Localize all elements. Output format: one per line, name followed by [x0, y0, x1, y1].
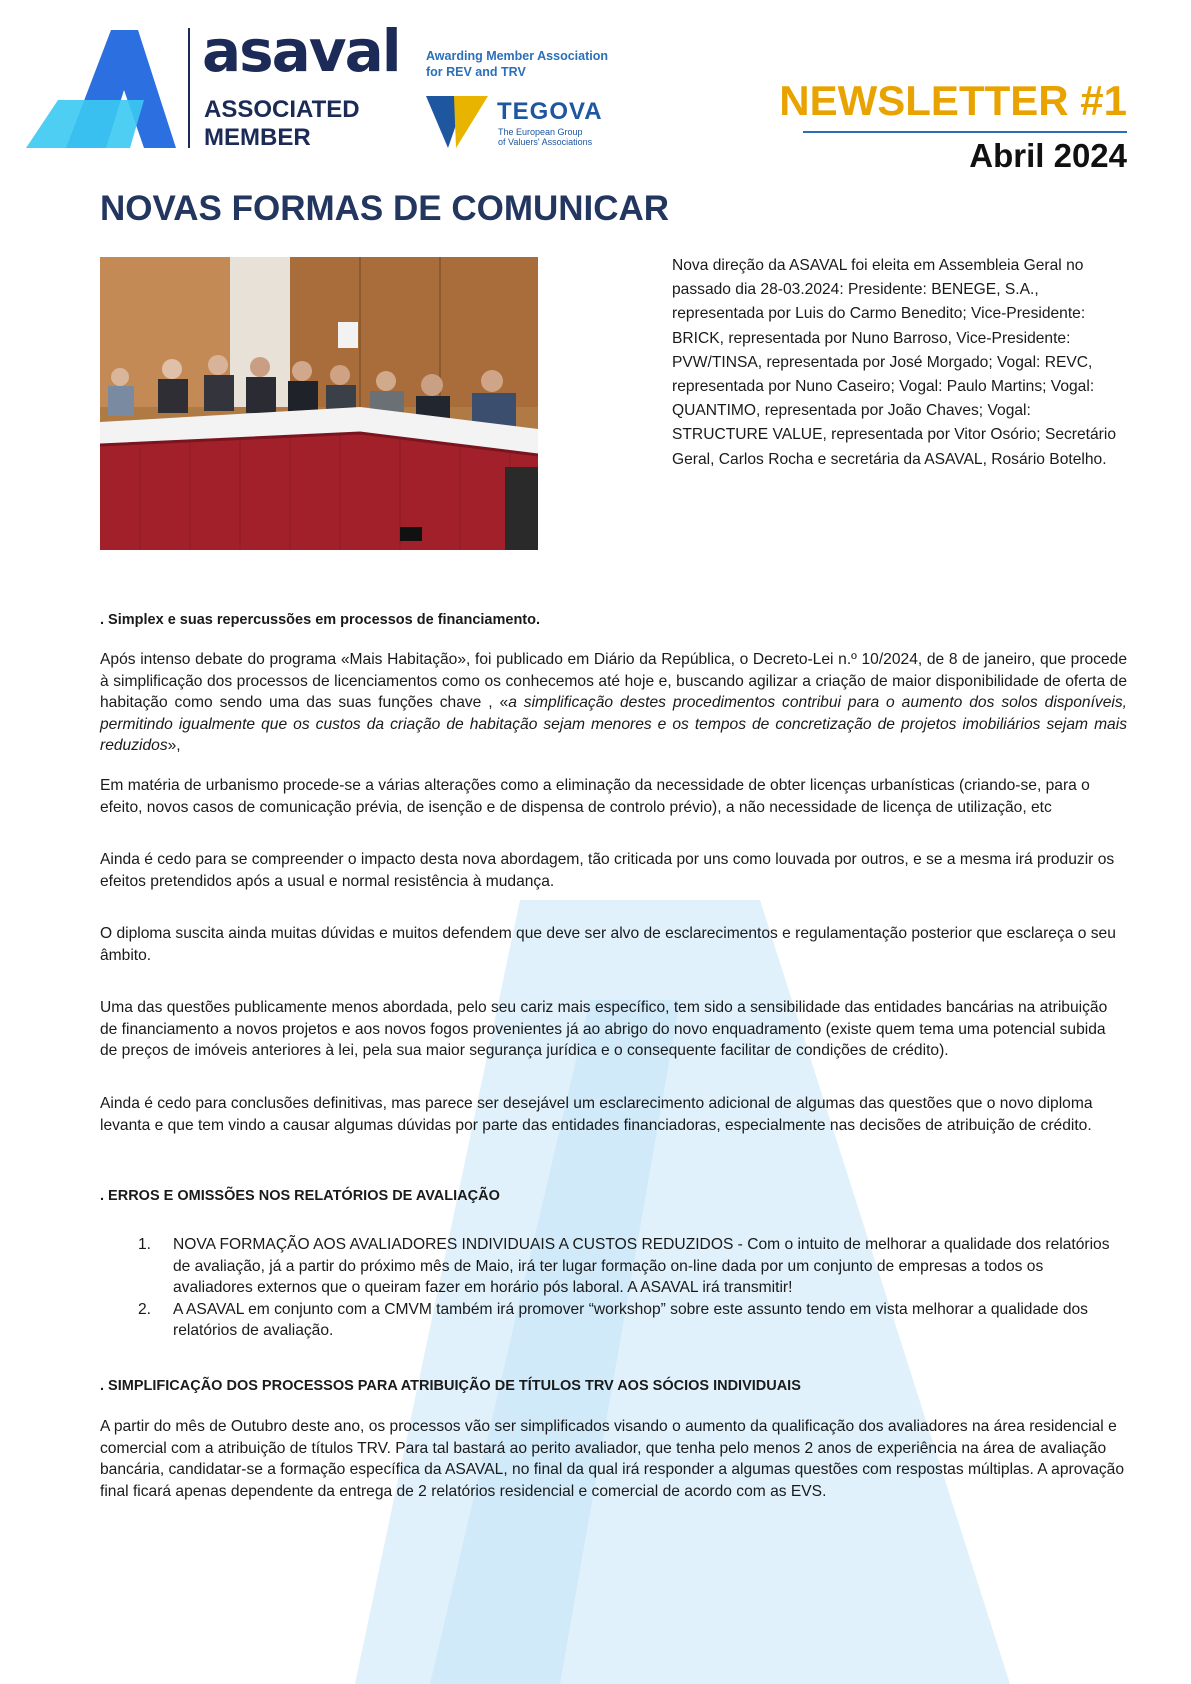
asaval-logo-icon: [26, 30, 176, 148]
newsletter-rule: [803, 131, 1127, 133]
awarding-text-line2: for REV and TRV: [426, 65, 526, 79]
list-item-text: NOVA FORMAÇÃO AOS AVALIADORES INDIVIDUAIS A CUSTOS REDUZIDOS - Com o intuito de melhorar a qualidade dos relatórios de avaliação, já a partir do próximo mês de Maio, irá ter lugar formação on-line dada por um conjunto de empresas a todos os avaliadores externos que o queiram fazer em horário pós laboral. A ASAVAL irá transmitir!: [173, 1236, 1110, 1296]
list-item: [100, 1299, 1127, 1342]
simplex-paragraph-4: O diploma suscita ainda muitas dúvidas e muitos defendem que deve ser alvo de esclarecimentos e regulamentação posterior que esclareça o seu âmbito.: [100, 925, 1116, 964]
tegova-wordmark: TEGOVA: [497, 98, 603, 125]
simplex-paragraph-1: [100, 649, 1127, 757]
simplex-paragraph-5: Uma das questões publicamente menos abordada, pelo seu cariz mais específico, tem sido a sensibilidade das entidades bancárias na atribuição de financiamento a novos projetos e aos novos fogos provenientes já ao abrigo do novo enquadramento (existe quem tema uma potencial subida de preços de imóveis anteriores à lei, pela sua maior segurança jurídica e o consequente facilitar de condições de crédito).: [100, 999, 1108, 1059]
erros-heading: . ERROS E OMISSÕES NOS RELATÓRIOS DE AVALIAÇÃO: [100, 1188, 500, 1204]
erros-list: [100, 1234, 1127, 1342]
simplex-paragraph-3: Ainda é cedo para se compreender o impacto desta nova abordagem, tão criticada por uns como louvada por outros, e se a mesma irá produzir os efeitos pretendidos após a usual e normal resistência à mudança.: [100, 851, 1115, 890]
associated-label: ASSOCIATED: [204, 96, 360, 123]
list-item-number: 2.: [138, 1300, 152, 1318]
member-label: MEMBER: [204, 124, 311, 151]
simplex-paragraph-6: Ainda é cedo para conclusões definitivas, mas parece ser desejável um esclarecimento adicional de algumas das questões que o novo diploma levanta e que tem vindo a causar algumas dúvidas por parte das entidades financiadoras, especialmente nas decisões de atribuição de crédito.: [100, 1095, 1093, 1134]
list-item-number: 1.: [138, 1236, 152, 1253]
simplex-heading: . Simplex e suas repercussões em processos de financiamento.: [100, 612, 541, 628]
meeting-photo: [100, 257, 538, 550]
awarding-text-line1: Awarding Member Association: [426, 49, 608, 63]
simplex-paragraph-1-end: »,: [167, 737, 181, 754]
logo-divider: [188, 28, 190, 148]
simplex-paragraph-2: Em matéria de urbanismo procede-se a várias alterações como a eliminação da necessidade de obter licenças urbanísticas (criando-se, para o efeito, novos casos de comunicação prévia, de isenção e de dispensa de controlo prévio), a não necessidade de licença de utilização, etc: [100, 777, 1090, 816]
tegova-subtitle-line1: The European Group: [498, 127, 583, 137]
list-item-text: A ASAVAL em conjunto com a CMVM também irá promover “workshop” sobre este assunto tendo em vista melhorar a qualidade dos relatórios de avaliação.: [173, 1300, 1088, 1339]
list-item: [100, 1234, 1127, 1299]
page-title: NOVAS FORMAS DE COMUNICAR: [100, 189, 670, 228]
newsletter-number: NEWSLETTER #1: [779, 77, 1127, 124]
tegova-logo-icon: [426, 96, 488, 148]
tegova-subtitle-line2: of Valuers' Associations: [498, 137, 593, 147]
simplex-paragraph-1-text: Após intenso debate do programa «Mais Habitação», foi publicado em Diário da República, o Decreto-Lei n.º 10/2024, de 8 de janeiro, que procede à simplificação dos processos de licenciamentos como os conhecemos até hoje e, buscando agilizar a criação de maior disponibilidade de oferta de habitação como sendo uma das suas funções chave , «: [100, 651, 1127, 711]
trv-heading: . SIMPLIFICAÇÃO DOS PROCESSOS PARA ATRIBUIÇÃO DE TÍTULOS TRV AOS SÓCIOS INDIVIDUAIS: [100, 1378, 801, 1394]
intro-paragraph: Nova direção da ASAVAL foi eleita em Assembleia Geral no passado dia 28-03.2024: Presidente: BENEGE, S.A., representada por Luis do Carmo Benedito; Vice-Presidente: BRICK, representada por Nuno Barroso, Vice-Presidente: PVW/TINSA, representada por José Morgado; Vogal: REVC, representada por Nuno Caseiro; Vogal: Paulo Martins; Vogal: QUANTIMO, representada por João Chaves; Vogal: STRUCTURE VALUE, representada por Vitor Osório; Secretário Geral, Carlos Rocha e secretária da ASAVAL, Rosário Botelho.: [672, 257, 1117, 468]
issue-date: Abril 2024: [969, 137, 1127, 174]
trv-paragraph: A partir do mês de Outubro deste ano, os processos vão ser simplificados visando o aumento da qualificação dos avaliadores na área residencial e comercial com a atribuição de títulos TRV. Para tal bastará ao perito avaliador, que tenha pelo menos 2 anos de experiência na área de avaliação bancária, candidatar-se a formação específica da ASAVAL, no final da qual irá responder a algumas questões com respostas múltiplas. A aprovação final ficará apenas dependente da entrega de 2 relatórios residencial e comercial de acordo com as EVS.: [100, 1418, 1125, 1500]
asaval-wordmark: asaval: [202, 17, 400, 85]
simplex-quote: a simplificação destes procedimentos contribui para o aumento dos solos disponíveis, permitindo igualmente que os custos da criação de habitação sejam menores e os tempos de concretização de projetos imobiliários sejam mais reduzidos: [100, 694, 1127, 754]
